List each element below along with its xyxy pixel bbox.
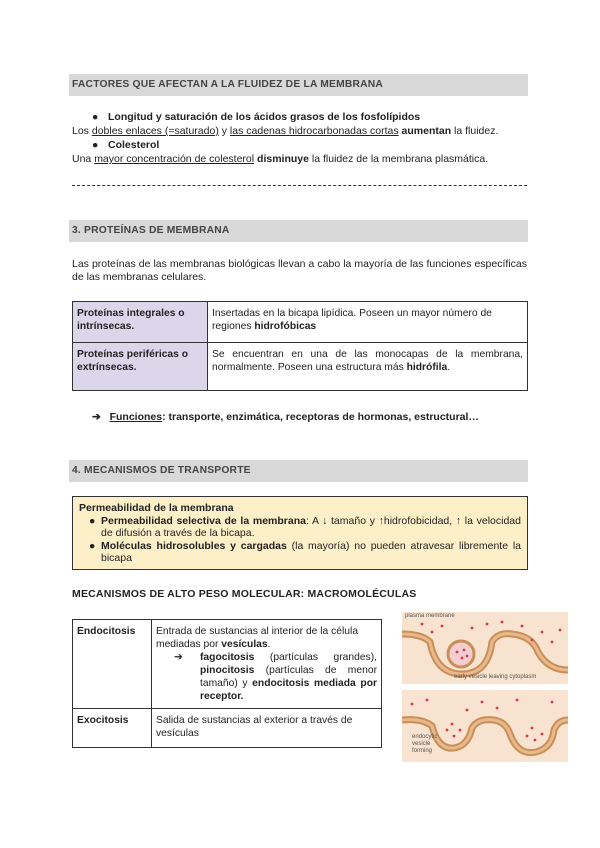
cell-desc: Salida de sustancias al exterior a través de vesículas	[152, 709, 382, 748]
cell-desc: Entrada de sustancias al interior de la célula mediadas por vesículas. ➔ fagocitosis (partículas grandes), pinocitosis (partículas de menor tamaño) y endocitosis mediada por receptor.	[152, 620, 382, 709]
proteinas-table	[72, 301, 528, 391]
table-row	[73, 620, 382, 709]
cell-label: Proteínas periféricas o extrínsecas.	[73, 343, 208, 391]
arrow-icon: ➔	[174, 652, 183, 663]
table-row	[73, 302, 528, 343]
cell-label: Endocitosis	[73, 620, 152, 709]
table-row	[73, 709, 382, 748]
cell-desc: Se encuentran en una de las monocapas de la membrana, normalmente. Poseen una estructura más hidrófila.	[208, 343, 528, 391]
section-header-transporte: 4. MECANISMOS DE TRANSPORTE	[69, 460, 528, 482]
cell-desc: Insertadas en la bicapa lipídica. Poseen un mayor número de regiones hidrofóbicas	[208, 302, 528, 343]
figure-caption-mid: early vesicle leaving cytoplasm	[454, 674, 537, 680]
endocytosis-figure-bottom	[402, 690, 568, 762]
funciones-line: ➔ Funciones: transporte, enzimática, receptoras de hormonas, estructural…	[92, 411, 479, 423]
transporte-table	[72, 619, 382, 748]
cell-label: Exocitosis	[73, 709, 152, 748]
bullet-colesterol: ● Colesterol	[92, 139, 160, 151]
table-row	[73, 343, 528, 391]
endocytosis-figure-top	[402, 612, 568, 684]
cell-label: Proteínas integrales o intrínsecas.	[73, 302, 208, 343]
permeabilidad-box	[72, 496, 528, 570]
box-bullet: ● Moléculas hidrosolubles y cargadas (la mayoría) no pueden atravesar libremente la bicapa	[89, 539, 521, 564]
box-title: Permeabilidad de la membrana	[79, 502, 234, 514]
bullet-longitud: ● Longitud y saturación de los ácidos grasos de los fosfolípidos	[92, 111, 421, 123]
box-bullet: ● Permeabilidad selectiva de la membrana: A ↓ tamaño y ↑hidrofobicidad, ↑ la velocidad de difusión a través de la bicapa.	[89, 514, 521, 539]
divider	[72, 185, 527, 186]
arrow-icon: ➔	[92, 411, 101, 423]
line-colesterol: Una mayor concentración de colesterol disminuye la fluidez de la membrana plasmática.	[72, 153, 489, 165]
proteinas-intro: Las proteínas de las membranas biológicas llevan a cabo la mayoría de las funciones específicas de las membranas celulares.	[72, 258, 527, 283]
section-header-proteinas: 3. PROTEÍNAS DE MEMBRANA	[69, 220, 528, 242]
line-dobles-enlaces: Los dobles enlaces (=saturado) y las cadenas hidrocarbonadas cortas aumentan la fluidez.	[72, 125, 499, 137]
subheading-macromoleculas: MECANISMOS DE ALTO PESO MOLECULAR: MACROMOLÉCULAS	[72, 588, 417, 600]
figure-caption-bottom: endocytic vesicle forming	[412, 734, 438, 754]
figure-caption-top: plasma membrane	[405, 613, 455, 619]
section-header-factores: FACTORES QUE AFECTAN A LA FLUIDEZ DE LA MEMBRANA	[69, 74, 528, 96]
